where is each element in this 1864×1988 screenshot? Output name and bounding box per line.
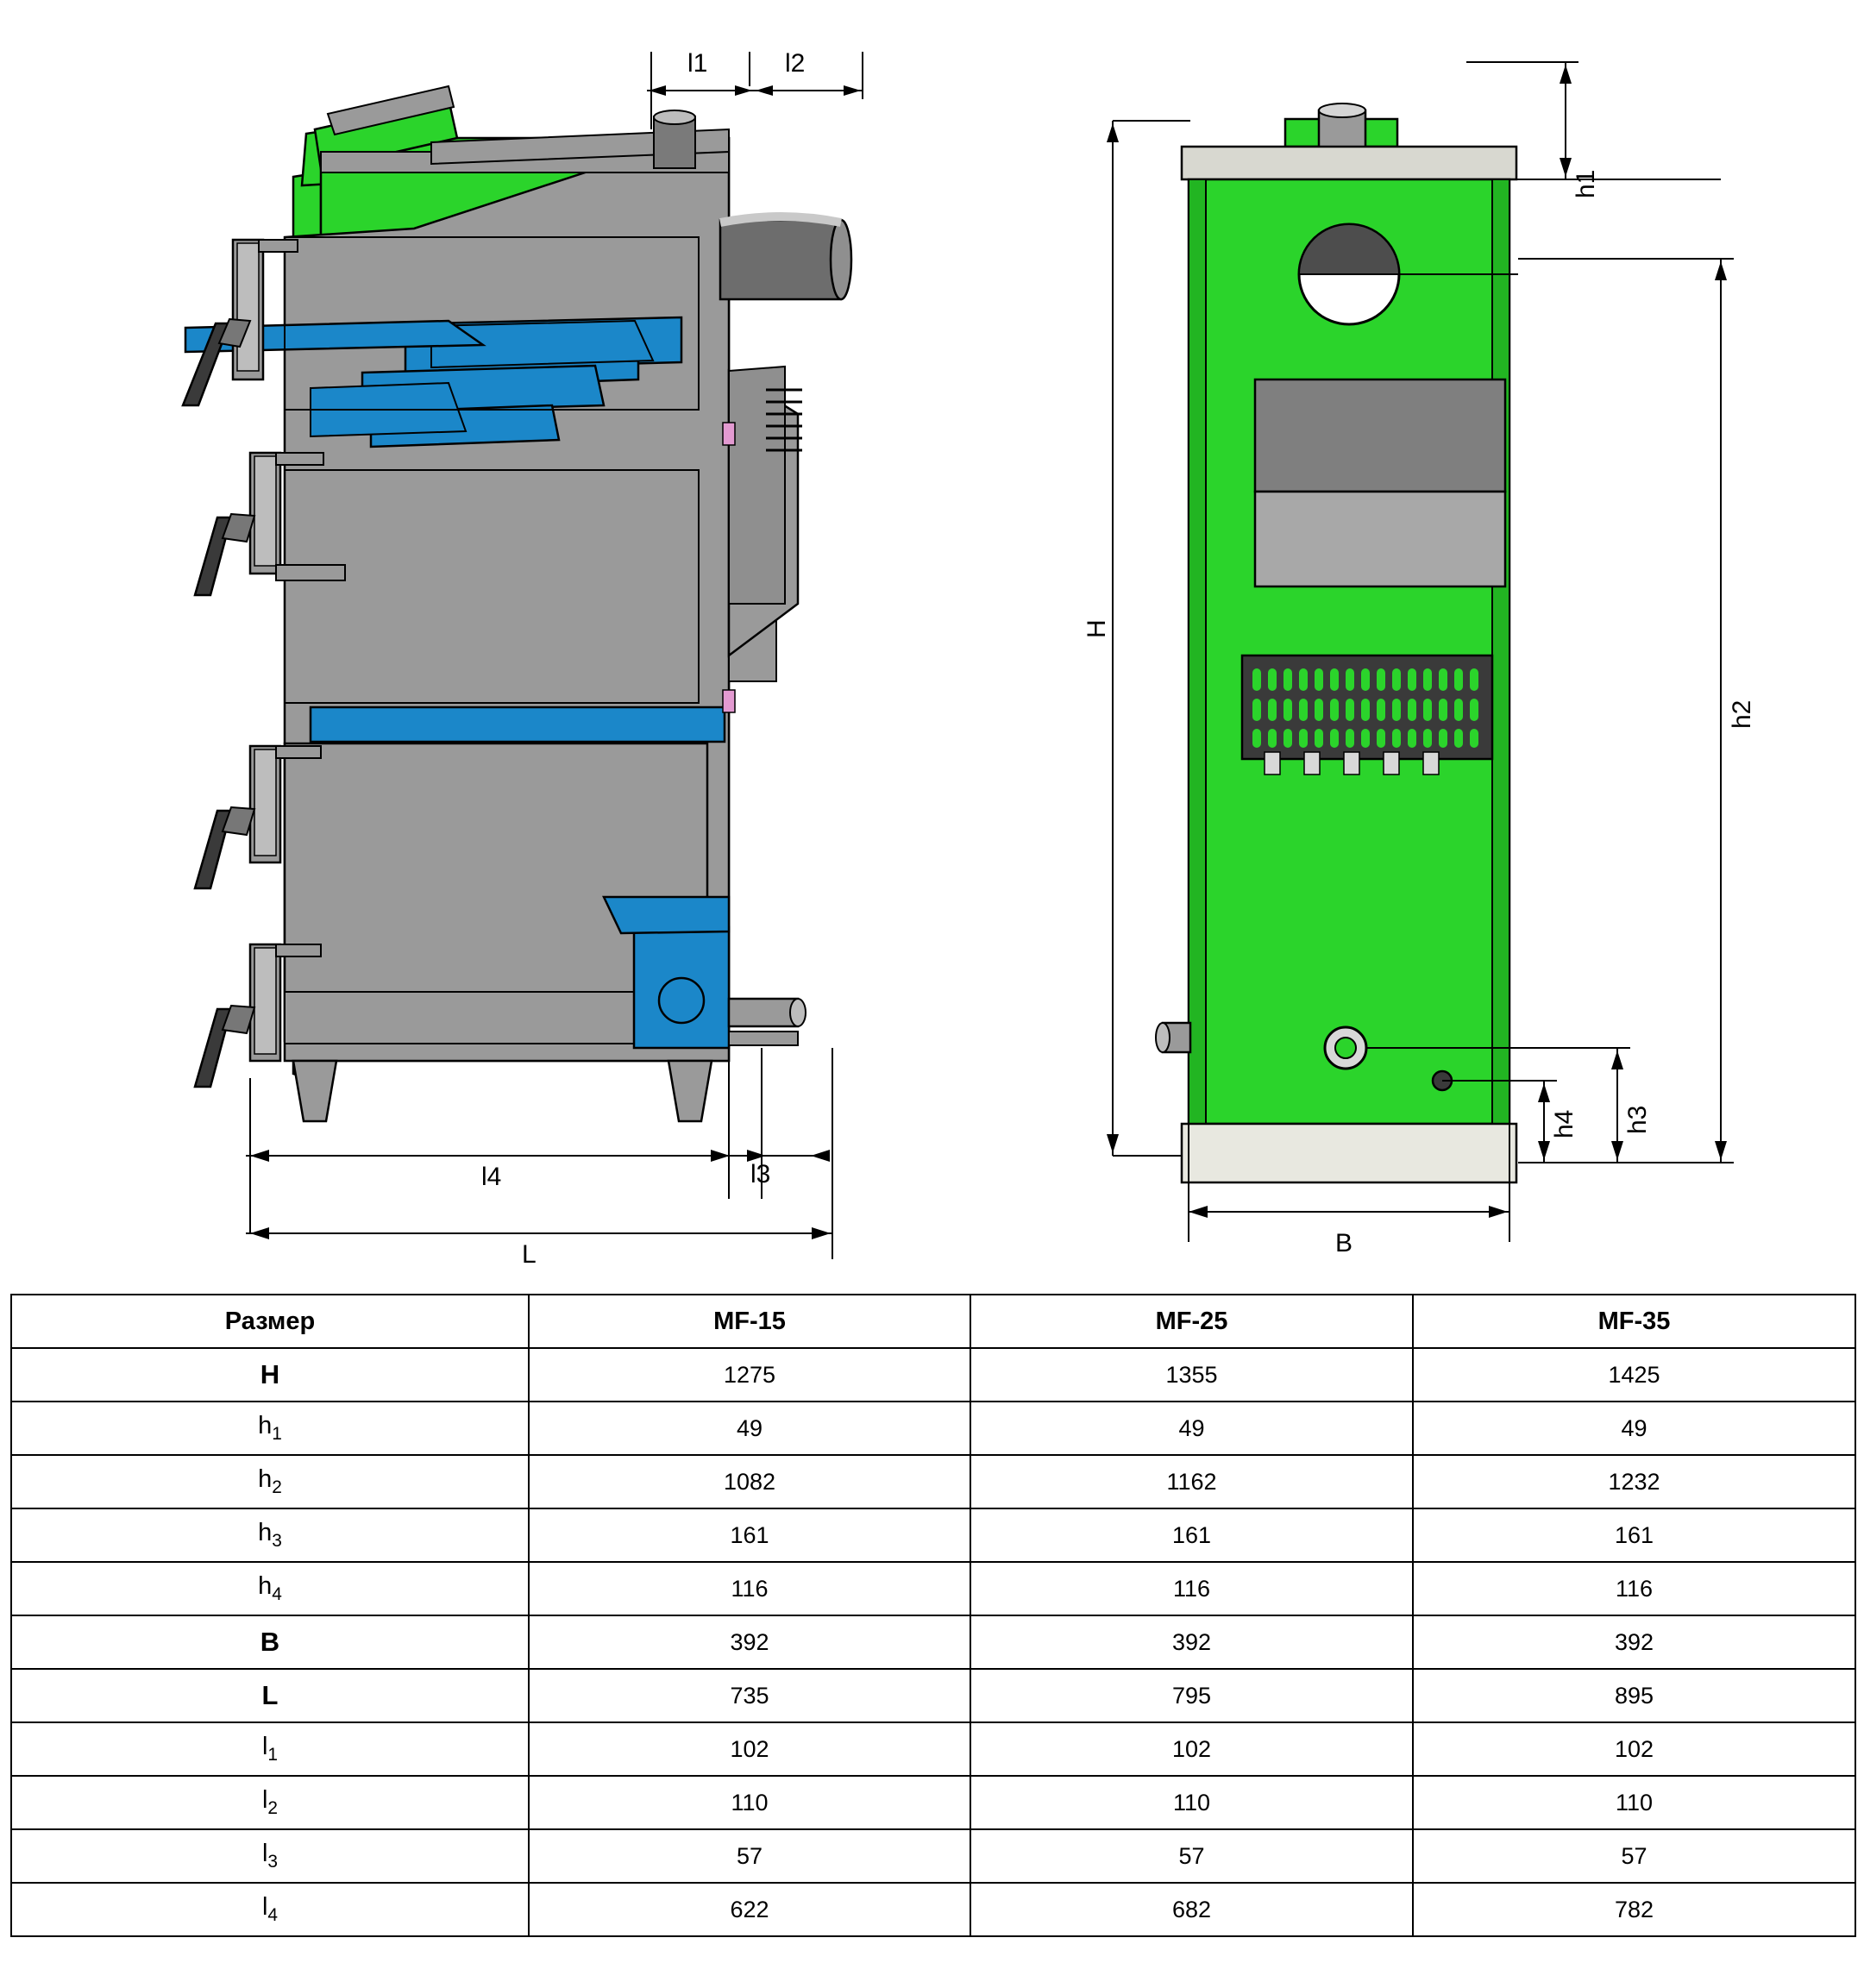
front-view-group xyxy=(1107,62,1734,1242)
table-cell: 735 xyxy=(529,1669,970,1722)
table-header-size: Размер xyxy=(11,1295,529,1348)
table-cell: 1275 xyxy=(529,1348,970,1402)
table-header-mf15: MF-15 xyxy=(529,1295,970,1348)
table-row-label: $h_2$ xyxy=(11,1455,529,1508)
table-cell: 392 xyxy=(529,1615,970,1669)
table-cell: 1082 xyxy=(529,1455,970,1508)
table-row xyxy=(11,1776,1855,1829)
side-bottom-dim-arrows xyxy=(250,1150,831,1239)
table-cell: 116 xyxy=(1413,1562,1855,1615)
table-row-label: H xyxy=(11,1348,529,1402)
handle-plate-1-inner xyxy=(237,243,259,371)
table-header-row xyxy=(11,1295,1855,1348)
side-top-flue-rim xyxy=(654,110,695,124)
front-side-nozzle-end xyxy=(1156,1023,1170,1052)
table-row xyxy=(11,1669,1855,1722)
table-cell: 57 xyxy=(529,1829,970,1883)
label-H: H xyxy=(1083,619,1111,638)
table-row-label: B xyxy=(11,1615,529,1669)
handle-bracket-2 xyxy=(276,453,323,465)
side-flue-pipe xyxy=(720,220,841,299)
side-view-group xyxy=(183,52,863,1259)
table-cell: 57 xyxy=(970,1829,1413,1883)
front-h2-dimension xyxy=(1518,259,1734,1163)
table-cell: 1425 xyxy=(1413,1348,1855,1402)
table-cell: 392 xyxy=(970,1615,1413,1669)
table-row-label: $l_4$ xyxy=(11,1883,529,1936)
front-panel-mid xyxy=(1255,492,1505,586)
table-body xyxy=(11,1348,1855,1936)
table-cell: 110 xyxy=(970,1776,1413,1829)
table-row-label: $l_1$ xyxy=(11,1722,529,1776)
table-cell: 1232 xyxy=(1413,1455,1855,1508)
front-body-right-edge xyxy=(1492,179,1509,1124)
table-cell: 161 xyxy=(970,1508,1413,1562)
table-cell: 682 xyxy=(970,1883,1413,1936)
table-row xyxy=(11,1402,1855,1455)
table-row xyxy=(11,1348,1855,1402)
label-h3: h3 xyxy=(1623,1105,1652,1134)
side-divider-bar xyxy=(311,707,725,742)
table-cell: 116 xyxy=(529,1562,970,1615)
table-row xyxy=(11,1615,1855,1669)
handle-bracket-3 xyxy=(276,746,321,758)
table-cell: 161 xyxy=(1413,1508,1855,1562)
front-panel-upper xyxy=(1255,379,1505,492)
table-cell: 161 xyxy=(529,1508,970,1562)
table-cell: 1355 xyxy=(970,1348,1413,1402)
table-row xyxy=(11,1722,1855,1776)
side-bottom-blue-top xyxy=(604,897,729,933)
table-row-label: $h_3$ xyxy=(11,1508,529,1562)
label-L: L xyxy=(522,1240,537,1269)
table-header-mf35: MF-35 xyxy=(1413,1295,1855,1348)
handle-bracket-4 xyxy=(276,944,321,956)
label-l2: l2 xyxy=(785,49,806,78)
table-row xyxy=(11,1562,1855,1615)
side-flue-pipe-end xyxy=(831,220,851,299)
front-lower-port-inner xyxy=(1335,1038,1356,1058)
table-cell: 782 xyxy=(1413,1883,1855,1936)
front-H-dimension xyxy=(1113,121,1199,1156)
table-cell: 110 xyxy=(529,1776,970,1829)
label-h2: h2 xyxy=(1728,699,1756,729)
table-row xyxy=(11,1455,1855,1508)
table-cell: 110 xyxy=(1413,1776,1855,1829)
table-cell: 1162 xyxy=(970,1455,1413,1508)
table-cell: 392 xyxy=(1413,1615,1855,1669)
side-outlet-pipe-2 xyxy=(729,1032,798,1045)
handle-bracket-2b xyxy=(276,565,345,580)
handle-plate-3-inner xyxy=(254,749,276,856)
handle-bracket-1 xyxy=(259,240,298,252)
label-l1: l1 xyxy=(687,49,708,78)
side-ash-tray xyxy=(285,992,647,1044)
table-cell: 895 xyxy=(1413,1669,1855,1722)
table-cell: 49 xyxy=(970,1402,1413,1455)
table-cell: 57 xyxy=(1413,1829,1855,1883)
side-outlet-pipe xyxy=(729,999,798,1026)
side-leg-left xyxy=(293,1061,336,1121)
dimensions-table xyxy=(10,1294,1856,1937)
table-row xyxy=(11,1829,1855,1883)
table-cell: 49 xyxy=(1413,1402,1855,1455)
label-l4: l4 xyxy=(481,1163,502,1191)
side-bottom-port xyxy=(659,978,704,1023)
label-l3: l3 xyxy=(750,1160,771,1188)
table-cell: 102 xyxy=(529,1722,970,1776)
table-cell: 102 xyxy=(970,1722,1413,1776)
handle-plate-4-inner xyxy=(254,948,276,1054)
side-indicator-2 xyxy=(723,690,735,712)
label-B: B xyxy=(1335,1229,1353,1257)
side-indicator-1 xyxy=(723,423,735,445)
table-row xyxy=(11,1883,1855,1936)
table-cell: 49 xyxy=(529,1402,970,1455)
table-cell: 622 xyxy=(529,1883,970,1936)
table-row-label: $h_1$ xyxy=(11,1402,529,1455)
front-flue-rim xyxy=(1319,103,1365,117)
table-row-label: $l_3$ xyxy=(11,1829,529,1883)
table-row xyxy=(11,1508,1855,1562)
table-row-label: $l_2$ xyxy=(11,1776,529,1829)
front-grille-slots xyxy=(1252,668,1478,748)
front-top-slab xyxy=(1182,147,1516,179)
front-body-left-edge xyxy=(1189,179,1206,1124)
side-leg-right xyxy=(668,1061,712,1121)
table-header-mf25: MF-25 xyxy=(970,1295,1413,1348)
front-base-plinth xyxy=(1182,1124,1516,1182)
label-h4: h4 xyxy=(1550,1109,1578,1138)
table-cell: 102 xyxy=(1413,1722,1855,1776)
table-cell: 795 xyxy=(970,1669,1413,1722)
table-row-label: $h_4$ xyxy=(11,1562,529,1615)
handle-plate-2-inner xyxy=(254,456,276,566)
table-row-label: L xyxy=(11,1669,529,1722)
side-outlet-pipe-end xyxy=(790,999,806,1026)
table-cell: 116 xyxy=(970,1562,1413,1615)
label-h1: h1 xyxy=(1572,169,1600,198)
